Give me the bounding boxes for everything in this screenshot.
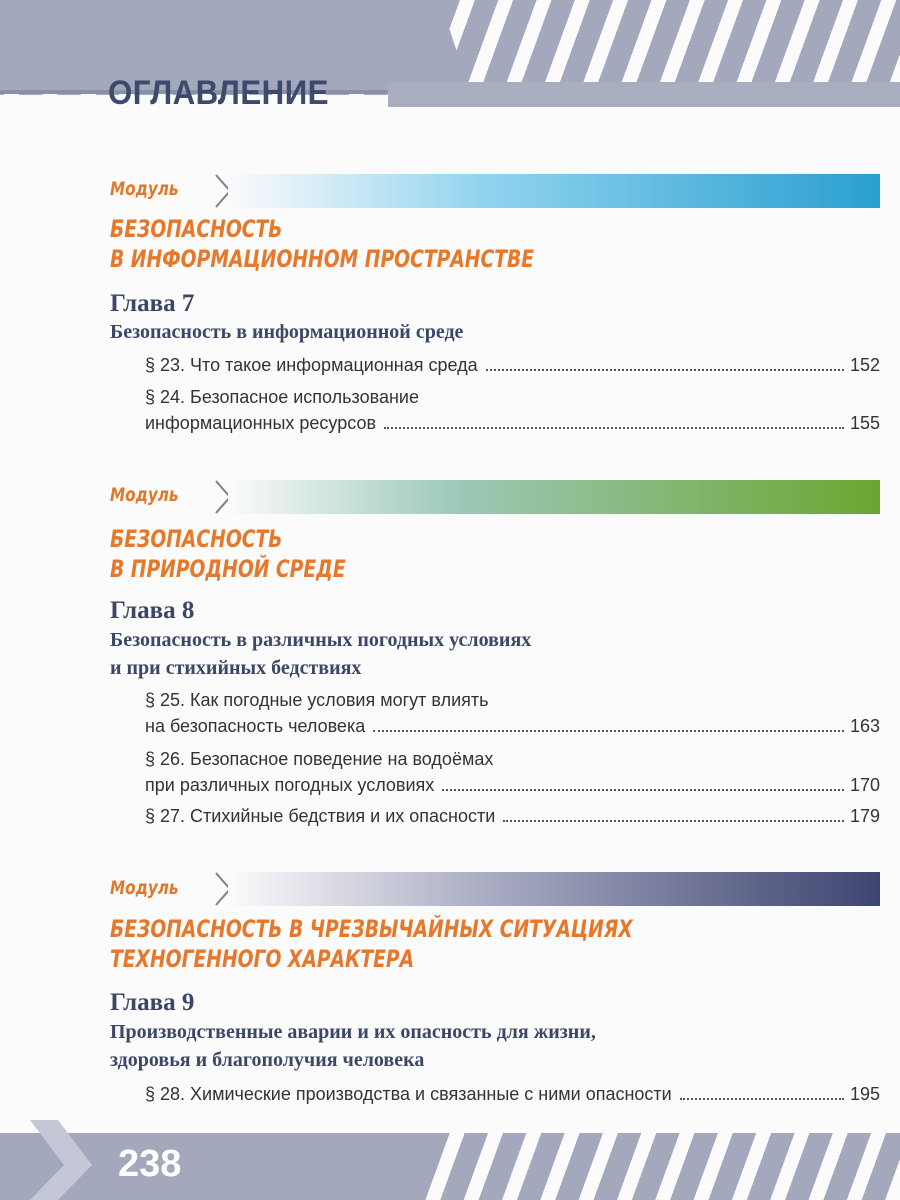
- module-title: БЕЗОПАСНОСТЬ В ПРИРОДНОЙ СРЕДЕ: [110, 525, 346, 583]
- module-title: БЕЗОПАСНОСТЬ В ИНФОРМАЦИОННОМ ПРОСТРАНСТВЕ: [110, 215, 535, 273]
- module-label: Модуль: [110, 484, 179, 506]
- module-title: БЕЗОПАСНОСТЬ В ЧРЕЗВЫЧАЙНЫХ СИТУАЦИЯХ ТЕХНОГЕННОГО ХАРАКТЕРА: [110, 915, 633, 973]
- title-bar-decoration: [388, 82, 900, 107]
- toc-entry[interactable]: § 28. Химические производства и связанные с ними опасности 195: [145, 1081, 880, 1107]
- page-ref: 170: [849, 775, 880, 795]
- page-ref: 195: [849, 1084, 880, 1104]
- module-label: Модуль: [110, 178, 179, 200]
- toc-entry[interactable]: § 24. Безопасное использование информационных ресурсов 155: [145, 384, 880, 436]
- page-number: 238: [118, 1143, 182, 1185]
- page-ref: 155: [849, 413, 880, 433]
- chapter-title: Производственные аварии и их опасность для жизни, здоровья и благополучия человека: [110, 1021, 596, 1071]
- toc-entry[interactable]: § 27. Стихийные бедствия и их опасности 179: [145, 803, 880, 829]
- chapter-heading: Глава 9: [110, 989, 195, 1016]
- chapter-title: Безопасность в информационной среде: [110, 321, 464, 343]
- page-ref: 179: [849, 806, 880, 826]
- toc-entry[interactable]: § 26. Безопасное поведение на водоёмах при различных погодных условиях 170: [145, 746, 880, 798]
- page-ref: 152: [849, 355, 880, 375]
- page-ref: 163: [849, 716, 880, 736]
- toc-entry[interactable]: § 25. Как погодные условия могут влиять на безопасность человека 163: [145, 687, 880, 739]
- module-bar-tech: [228, 872, 880, 906]
- module-label: Модуль: [110, 877, 179, 899]
- module-bar-nature: [228, 480, 880, 514]
- toc-entry[interactable]: § 23. Что такое информационная среда 152: [145, 352, 880, 378]
- chevron-icon: [30, 1120, 100, 1200]
- chapter-heading: Глава 8: [110, 597, 195, 624]
- chapter-title: Безопасность в различных погодных условиях и при стихийных бедствиях: [110, 629, 532, 679]
- module-bar-info: [228, 174, 880, 208]
- chapter-heading: Глава 7: [110, 290, 195, 317]
- page-title: ОГЛАВЛЕНИЕ: [108, 74, 329, 112]
